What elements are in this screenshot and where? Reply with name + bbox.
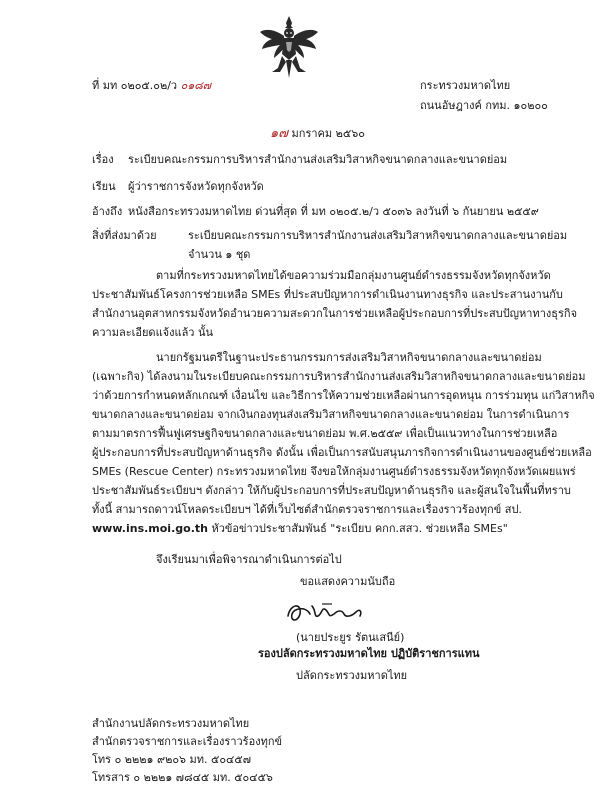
paragraph-2-line: (เฉพาะกิจ) ได้ลงนามในระเบียบคณะกรรมการบริหารสำนักงานส่งเสริมวิสาหกิจขนาดกลางและขนาดย่อม: [92, 370, 586, 383]
paragraph-1-line: ตามที่กระทรวงมหาดไทยได้ขอความร่วมมือกลุ่มงานศูนย์ดำรงธรรมจังหวัดทุกจังหวัด: [156, 269, 551, 282]
enclosure-label: สิ่งที่ส่งมาด้วย: [92, 229, 157, 242]
signer-title: รองปลัดกระทรวงมหาดไทย ปฏิบัติราชการแทน: [258, 647, 480, 660]
date-handwritten-day: ๑๗: [270, 126, 289, 141]
subject-text: ระเบียบคณะกรรมการบริหารสำนักงานส่งเสริมวิสาหกิจขนาดกลางและขนาดย่อม: [128, 153, 508, 166]
footer-phone: โทร ๐ ๒๒๒๑ ๙๒๐๖ มท. ๕๐๔๕๗: [92, 753, 251, 766]
enclosure-line-2: จำนวน ๑ ชุด: [188, 248, 251, 261]
signer-position: ปลัดกระทรวงมหาดไทย: [296, 669, 408, 682]
ministry-address: ถนนอัษฎางค์ กทม. ๑๐๒๐๐: [420, 99, 548, 112]
signer-name: (นายประยูร รัตนเสนีย์): [296, 631, 405, 644]
document-reference-number: [92, 76, 211, 94]
footer-fax: โทรสาร ๐ ๒๒๒๑ ๗๘๔๕ มท. ๕๐๔๕๖: [92, 771, 273, 784]
reference-text: หนังสือกระทรวงมหาดไทย ด่วนที่สุด ที่ มท ๐๒๐๕.๒/ว ๕๐๓๖ ลงวันที่ ๖ กันยายน ๒๕๕๙: [128, 205, 539, 218]
paragraph-1-line: ประชาสัมพันธ์โครงการช่วยเหลือ SMEs ที่ประสบปัญหาการดำเนินงานทางธุรกิจ และประสานงานกับ: [92, 288, 563, 301]
date-month-year: มกราคม ๒๕๖๐: [291, 127, 365, 140]
document-date: [270, 122, 365, 143]
paragraph-2-line: ทั้งนี้ สามารถดาวน์โหลดระเบียบฯ ได้ที่เว็บไซต์สำนักตรวจราชการและเรื่องราวร้องทุกข์ สป.: [92, 503, 522, 516]
paragraph-1-line: ความละเอียดแจ้งแล้ว นั้น: [92, 326, 214, 339]
reference-handwritten-number: ๐๑๘๗: [180, 79, 212, 92]
footer-office-1: สำนักงานปลัดกระทรวงมหาดไทย: [92, 717, 250, 730]
to-label: เรียน: [92, 180, 116, 193]
news-topic: หัวข้อข่าวประชาสัมพันธ์ "ระเบียบ คกก.สสว. ช่วยเหลือ SMEs": [211, 522, 508, 535]
garuda-emblem: [258, 14, 320, 80]
paragraph-2-last-line: [92, 519, 595, 538]
paragraph-2-line: SMEs (Rescue Center) กระทรวงมหาดไทย จึงขอให้กลุ่มงานศูนย์ดำรงธรรมจังหวัดทุกจังหวัดเผยแพร่: [92, 465, 576, 478]
paragraph-2-line: นายกรัฐมนตรีในฐานะประธานกรรมการส่งเสริมวิสาหกิจขนาดกลางและขนาดย่อม: [156, 351, 542, 364]
paragraph-2-line: ว่าด้วยการกำหนดหลักเกณฑ์ เงื่อนไข และวิธีการให้ความช่วยเหลือผ่านการอุดหนุน การร่วมทุน แก่วิสาหกิจ: [92, 389, 595, 402]
closing-request: จึงเรียนมาเพื่อพิจารณาดำเนินการต่อไป: [156, 553, 342, 566]
paragraph-1-line: สำนักงานอุตสาหกรรมจังหวัดอำนวยความสะดวกในการช่วยเหลือผู้ประกอบการที่ประสบปัญหาทางธุรกิจ: [92, 307, 578, 320]
handwritten-signature: [282, 592, 368, 628]
closing-salutation: ขอแสดงความนับถือ: [300, 575, 396, 588]
ministry-name: กระทรวงมหาดไทย: [420, 79, 511, 92]
footer-office-2: สำนักตรวจราชการและเรื่องราวร้องทุกข์: [92, 735, 283, 748]
reference-label: อ้างถึง: [92, 205, 123, 218]
paragraph-2: [92, 348, 595, 538]
paragraph-1: [92, 266, 577, 342]
enclosure-line-1: ระเบียบคณะกรรมการบริหารสำนักงานส่งเสริมวิสาหกิจขนาดกลางและขนาดย่อม: [188, 229, 568, 242]
paragraph-2-line: ขนาดกลางและขนาดย่อม จากเงินกองทุนส่งเสริมวิสาหกิจขนาดกลางและขนาดย่อม ในการดำเนินการ: [92, 408, 570, 421]
reference-prefix: ที่ มท ๐๒๐๕.๐๒/ว: [92, 79, 178, 92]
paragraph-2-line: ประชาสัมพันธ์ระเบียบฯ ดังกล่าว ให้กับผู้ประกอบการที่ประสบปัญหาด้านธุรกิจ และผู้สนใจในพื้นที่ทราบ: [92, 484, 571, 497]
website-url[interactable]: www.ins.moi.go.th: [92, 522, 208, 535]
to-text: ผู้ว่าราชการจังหวัดทุกจังหวัด: [128, 180, 264, 193]
paragraph-2-line: ผู้ประกอบการที่ประสบปัญหาด้านธุรกิจ ดังนั้น เพื่อเป็นการสนับสนุนภารกิจการดำเนินงานของศูนย์ช่วยเหลือ: [92, 446, 592, 459]
subject-label: เรื่อง: [92, 153, 114, 166]
paragraph-2-line: ตามมาตรการฟื้นฟูเศรษฐกิจขนาดกลางและขนาดย่อม พ.ศ.๒๕๕๙ เพื่อเป็นแนวทางในการช่วยเหลือ: [92, 427, 558, 440]
